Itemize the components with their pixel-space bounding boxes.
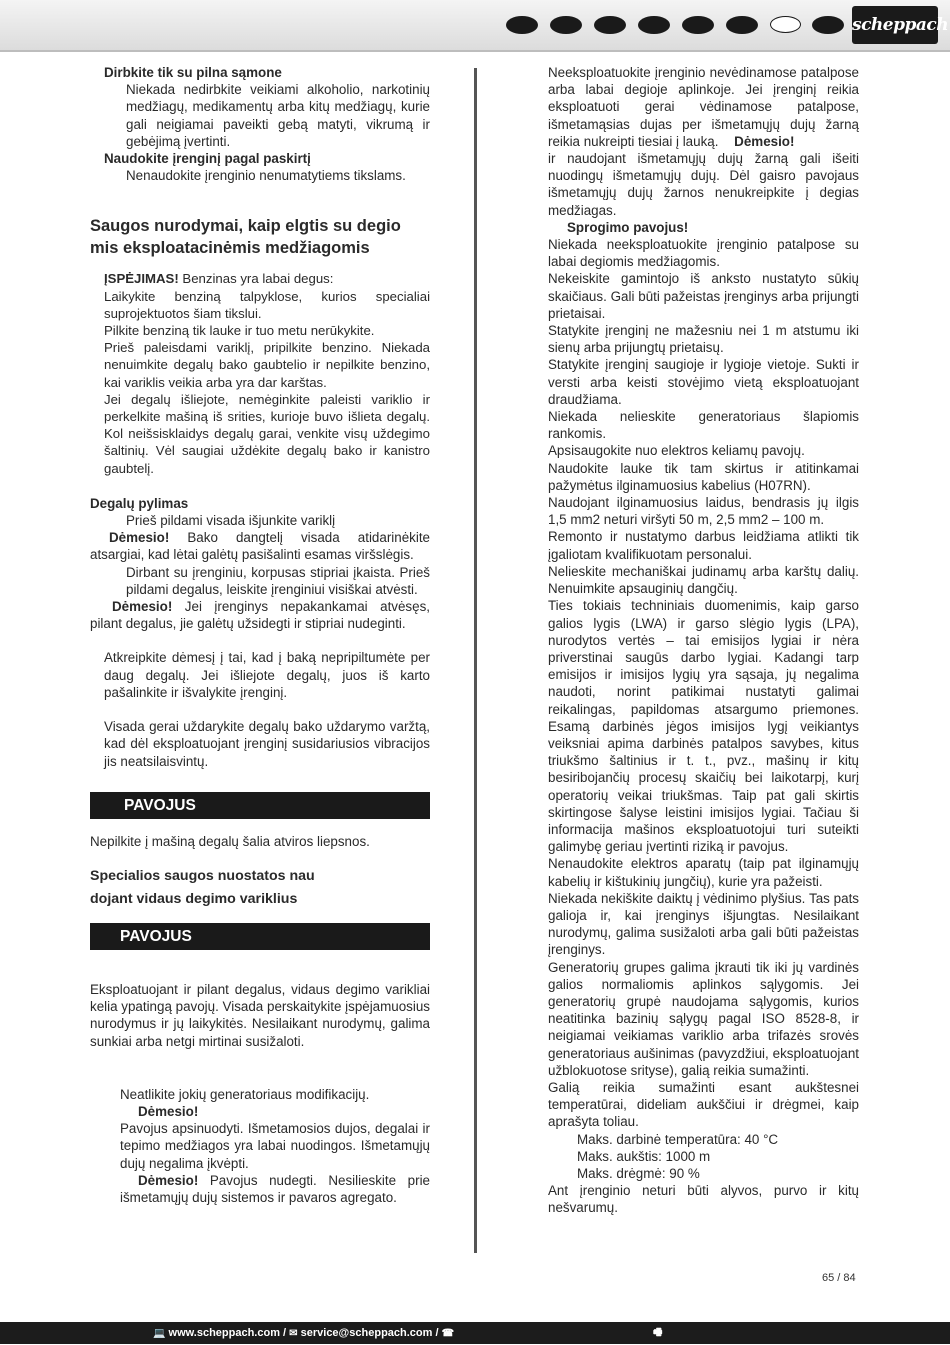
separator: /	[435, 1327, 439, 1339]
warning-label: Sprogimo pavojus!	[567, 219, 689, 235]
footer-contacts	[153, 1322, 454, 1345]
indicator-dot	[506, 16, 538, 34]
indicator-dot	[638, 16, 670, 34]
paragraph: Nenaudokite įrenginio nenumatytiems tikslams.	[126, 168, 406, 184]
spec-line: Maks. aukštis: 1000 m	[577, 1148, 711, 1164]
attention-label: Dėmesio!	[109, 530, 170, 546]
section-heading: Specialios saugos nuostatos nau	[90, 867, 315, 884]
column-divider	[474, 68, 477, 1253]
page-number: 65 / 84	[822, 1272, 856, 1284]
paragraph: Niekada nelieskite generatoriaus šlapiomis rankomis.	[548, 409, 859, 442]
spec-line: Maks. darbinė temperatūra: 40 °C	[577, 1131, 779, 1147]
paragraph-text: Neeksploatuokite įrenginio nevėdinamose patalpose arba labai degioje aplinkoje. Jei įrenginį reikia eksploatuoti gerai vėdinamose patalpose, išmetamąsias dujas per išmetamųjų dujų žarną reikia nukreipti tiesiai į lauką.	[548, 65, 859, 149]
paragraph: Niekada nekiškite daiktų į vėdinimo plyšius. Tas pats galioja ir, kai įrenginys išjungtas. Nesilaikant nurodymų, galima susižaloti arba gali būti pažeistas įrenginys.	[548, 890, 859, 958]
attention-label: Dėmesio!	[138, 1103, 199, 1119]
paragraph: Generatorių grupes galima įkrauti tik iki jų vardinės galios normaliomis aplinkos sąlygomis. Jei generatorių grupė naudojama sąlygomis, kurios neatitinka bazinių sąlygų pagal ISO 8528-8, ir neigiamai veikiamas variklio arba trifazės srovės generatoriaus aušinimas (pavyzdžiui, eksploatuojant užblokuotose srityse), galią reikia sumažinti.	[548, 959, 859, 1078]
indicator-dot-current	[770, 16, 801, 33]
paragraph: Niekada nedirbkite veikiami alkoholio, narkotinių medžiagų, medikamentų arba kitų medžiagų, kurie gali neigiamai paveikti gebą matyti, vikrumą ir gebėjimą įvertinti.	[126, 82, 430, 149]
paragraph: Naudojant ilginamuosius laidus, bendrasis jų ilgis 1,5 mm2 neturi viršyti 50 m, 2,5 mm2 – 100 m.	[548, 495, 859, 528]
paragraph	[548, 64, 859, 150]
paragraph: Niekada neeksploatuokite įrenginio patalpose su labai degiomis medžiagomis.	[548, 237, 859, 270]
separator: /	[283, 1327, 287, 1339]
warning-text: Benzinas yra labai degus:	[182, 271, 334, 287]
paragraph: ir naudojant išmetamųjų dujų žarną gali išeiti nuodingų išmetamųjų dujų. Dėl gaisro pavojaus išmetamųjų dujų žarnos nenukreipkite į degias medžiagas.	[548, 151, 859, 218]
paragraph: Nelieskite mechaniškai judinamų arba karštų dalių. Nenuimkite apsauginių dangčių.	[548, 563, 859, 597]
paragraph: Nekeiskite gamintojo iš anksto nustatyto sūkių skaičiaus. Gali būti pažeistas įrenginys arba prijungti prietaisai.	[548, 271, 859, 321]
header-band	[0, 0, 950, 52]
indicator-dot	[550, 16, 582, 34]
paragraph: Ties tokiais techniniais duomenimis, kaip garso galios lygis (LWA) ir garso slėgio lygis (LPA), nurodytos vertės – tai emisijos lygiai ir nėra priverstinai saugūs darbo lygiai. Kadangi tarp emisijos ir imisijos lygių yra sąsaja, jų negalima naudoti, norint patikimai nustatyti galimai reikalingas, papildomas atsargumo priemones. Esamą darbinės jėgos imisijos lygį veikiantys veiksniai apima darbinės patalpos savybes, kitus triukšmo šaltinius ir t. t., pvz., mašinų ir kitų besiribojančių procesų skaičių bei laikotarpį, kurį operatorių veikai triukšmas. Taip pat gali skirtis skirtingose šalyse leistini imisijos lygiai. Tačiau ši informacija mašinos eksploatuotojui turi suteikti galimybę geriau įvertinti riziką ir pavojus.	[548, 598, 859, 855]
paragraph: Nenaudokite elektros aparatų (taip pat ilginamųjų kabelių ir kištukinių jungčių), kurie yra pažeisti.	[548, 856, 859, 889]
indicator-dot	[594, 16, 626, 34]
website-link[interactable]: www.scheppach.com	[168, 1327, 280, 1339]
section-heading: dojant vidaus degimo variklius	[90, 890, 298, 907]
attention-label: Dėmesio!	[734, 133, 795, 149]
attention-label: Dėmesio!	[112, 599, 173, 615]
warning-line	[104, 270, 430, 287]
right-column	[548, 64, 859, 1217]
paragraph: Pavojus apsinuodyti. Išmetamosios dujos, degalai ir tepimo medžiagos yra labai nuodingos. Išmetamųjų dujų negalima įkvėpti.	[120, 1121, 430, 1171]
paragraph: Dirbant su įrenginiu, korpusas stipriai įkaista. Prieš pildami degalus, leiskite įrenginiui visiškai atvėsti.	[126, 564, 430, 597]
paragraph: Neatlikite jokių generatoriaus modifikacijų.	[120, 1086, 370, 1102]
section-title: Degalų pylimas	[90, 495, 189, 511]
fax-icon: 🖷	[653, 1327, 663, 1338]
warning-label: ĮSPĖJIMAS!	[104, 271, 179, 287]
section-title: Dirbkite tik su pilna sąmone	[104, 65, 282, 80]
paragraph	[90, 529, 430, 563]
paragraph: Ant įrenginio neturi būti alyvos, purvo ir kitų nešvarumų.	[548, 1183, 859, 1216]
footer-bar	[0, 1322, 950, 1344]
paragraph	[90, 598, 430, 632]
indicator-dot	[812, 16, 844, 34]
phone-icon: ☎	[441, 1328, 455, 1339]
email-icon: ✉	[289, 1328, 298, 1339]
attention-text: Jei įrenginys nepakankamai atvėsęs, pilant degalus, jie galėtų užsidegti ir stipriai nudeginti.	[90, 599, 430, 632]
brand-logo: scheppach	[852, 6, 938, 44]
paragraph: Apsisaugokite nuo elektros keliamų pavojų.	[548, 443, 805, 459]
danger-bar: PAVOJUS	[90, 923, 430, 950]
section-title: Naudokite įrenginį pagal paskirtį	[104, 151, 311, 167]
attention-text: Pavojus nudegti. Nesilieskite prie išmetamųjų dujų sistemos ir pavaros agregato.	[120, 1172, 430, 1205]
paragraph: Nepilkite į mašiną degalų šalia atviros liepsnos.	[90, 833, 370, 849]
paragraph: Statykite įrenginį saugioje ir lygioje vietoje. Sukti ir versti arba keisti stovėjimo vietą eksploatuojant draudžiama.	[548, 357, 859, 407]
paragraph: Pilkite benziną tik lauke ir tuo metu nerūkykite.	[104, 323, 375, 339]
paragraph: Statykite įrenginį ne mažesniu nei 1 m atstumu iki sienų arba prijungtų prietaisų.	[548, 323, 859, 356]
paragraph: Prieš paleisdami variklį, pripilkite benzino. Niekada nenuimkite degalų bako gaubtelio ir nepilkite benzino, kai variklis veikia arba yra dar karštas.	[104, 340, 430, 390]
paragraph: Visada gerai uždarykite degalų bako uždarymo varžtą, kad dėl eksploatuojant įrenginį susidariusios vibracijos jis neatsilaisvintų.	[104, 719, 430, 769]
paragraph: Galią reikia sumažinti esant aukštesnei temperatūrai, dideliam aukščiui ir drėgmei, kaip aprašyta toliau.	[548, 1079, 859, 1130]
paragraph: Eksploatuojant ir pilant degalus, vidaus degimo varikliai kelia ypatingą pavojų. Visada perskaitykite įspėjamuosius nurodymus ir jų laikykitės. Nesilaikant nurodymų, galima sunkiai arba netgi mirtinai susižaloti.	[90, 981, 430, 1049]
spec-line: Maks. drėgmė: 90 %	[577, 1166, 700, 1181]
paragraph: Naudokite lauke tik tam skirtus ir atitinkamai pažymėtus ilginamuosius kabelius (H07RN).	[548, 460, 859, 493]
email-link[interactable]: service@scheppach.com	[300, 1327, 433, 1339]
paragraph: Prieš pildami visada išjunkite variklį	[126, 513, 336, 529]
attention-label: Dėmesio!	[138, 1172, 199, 1188]
section-heading: Saugos nurodymai, kaip elgtis su degio mis eksploatacinėmis medžiagomis	[90, 217, 401, 258]
computer-icon: 💻	[153, 1328, 166, 1339]
left-column	[90, 64, 430, 1206]
indicator-dot	[682, 16, 714, 34]
paragraph: Laikykite benziną talpyklose, kurios specialiai suprojektuotos šiam tikslui.	[104, 288, 430, 321]
paragraph: Atkreipkite dėmesį į tai, kad į baką nepripiltumėte per daug degalų. Jei išliejote degalų, juos iš karto pašalinkite ir išvalykite įrenginį.	[104, 650, 430, 700]
paragraph	[120, 1172, 430, 1206]
indicator-dot	[726, 16, 758, 34]
danger-bar: PAVOJUS	[90, 792, 430, 819]
attention-text: Bako dangtelį visada atidarinėkite atsargiai, kad lėtai galėtų pasišalinti esamas viršslėgis.	[90, 530, 430, 563]
paragraph: Remonto ir nustatymo darbus leidžiama atlikti tik įgaliotam kvalifikuotam personalui.	[548, 529, 859, 562]
paragraph: Jei degalų išliejote, nemėginkite paleisti variklio ir perkelkite mašiną iš srities, kurioje buvo išlieta degalų. Kol neišsisklaidys degalų garai, venkite visų uždegimo šaltinių. Vėl saugiai uždėkite degalų bako ir kanistro gaubtelį.	[104, 391, 430, 476]
